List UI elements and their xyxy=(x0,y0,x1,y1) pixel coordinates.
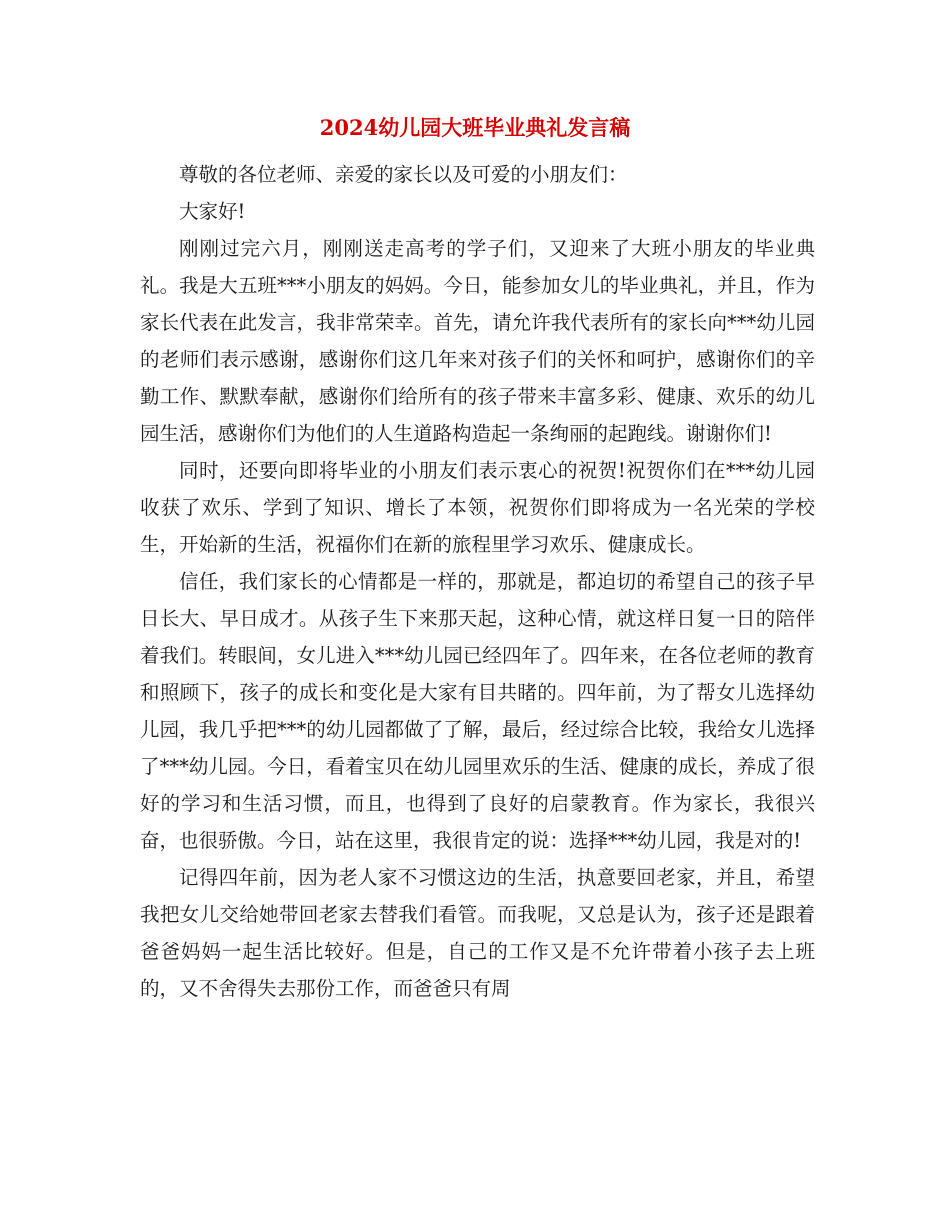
body-paragraph: 记得四年前，因为老人家不习惯这边的生活，执意要回老家，并且，希望我把女儿交给她带回老家去替我们看管。而我呢，又总是认为，孩子还是跟着爸爸妈妈一起生活比较好。但是，自己的工作又是不允许带着小孩子去上班的，又不舍得失去那份工作，而爸爸只有周 xyxy=(140,866,815,1000)
document-title: 2024幼儿园大班毕业典礼发言稿 xyxy=(319,115,631,140)
body-paragraph: 同时，还要向即将毕业的小朋友们表示衷心的祝贺!祝贺你们在***幼儿园收获了欢乐、学到了知识、增长了本领，祝贺你们即将成为一名光荣的学校生，开始新的生活，祝福你们在新的旅程里学习欢乐、健康成长。 xyxy=(140,459,815,556)
body-paragraph: 刚刚过完六月，刚刚送走高考的学子们，又迎来了大班小朋友的毕业典礼。我是大五班***小朋友的妈妈。今日，能参加女儿的毕业典礼，并且，作为家长代表在此发言，我非常荣幸。首先，请允许我代表所有的家长向***幼儿园的老师们表示感谢，感谢你们这几年来对孩子们的关怀和呵护，感谢你们的辛勤工作、默默奉献，感谢你们给所有的孩子带来丰富多彩、健康、欢乐的幼儿园生活，感谢你们为他们的人生道路构造起一条绚丽的起跑线。谢谢你们! xyxy=(140,237,815,445)
body-paragraph: 信任，我们家长的心情都是一样的，那就是，都迫切的希望自己的孩子早日长大、早日成才。从孩子生下来那天起，这种心情，就这样日复一日的陪伴着我们。转眼间，女儿进入***幼儿园已经四年了。四年来，在各位老师的教育和照顾下，孩子的成长和变化是大家有目共睹的。四年前，为了帮女儿选择幼儿园，我几乎把***的幼儿园都做了了解，最后，经过综合比较，我给女儿选择了***幼儿园。今日，看着宝贝在幼儿园里欢乐的生活、健康的成长，养成了很好的学习和生活习惯，而且，也得到了良好的启蒙教育。作为家长，我很兴奋，也很骄傲。今日，站在这里，我很肯定的说：选择***幼儿园，我是对的! xyxy=(140,570,815,852)
greeting-paragraph: 大家好! xyxy=(179,200,246,223)
salutation-paragraph: 尊敬的各位老师、亲爱的家长以及可爱的小朋友们： xyxy=(179,163,628,186)
document-body xyxy=(140,156,815,1007)
